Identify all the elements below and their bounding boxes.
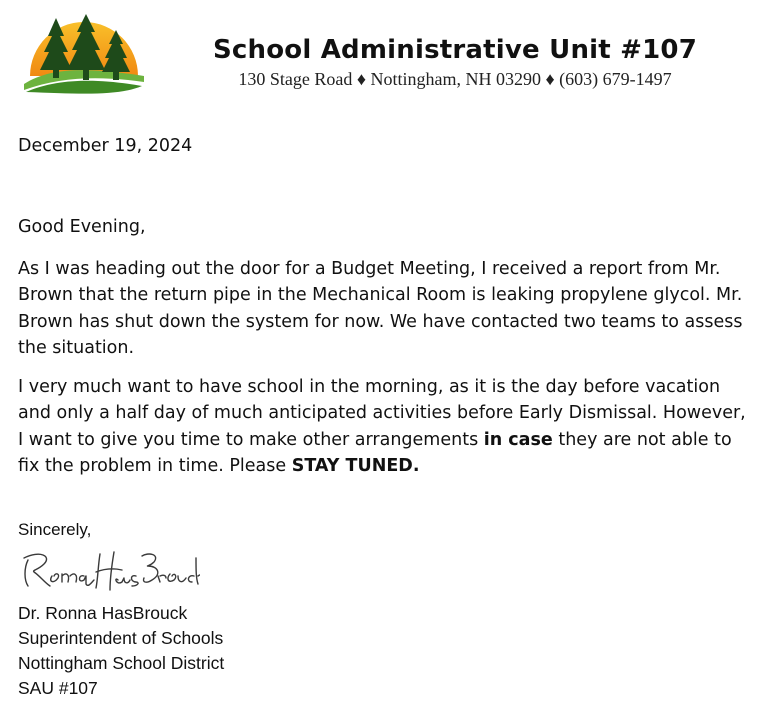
letter-date: December 19, 2024: [18, 136, 193, 156]
paragraph-1: As I was heading out the door for a Budget Meeting, I received a report from Mr. Brown that the return pipe in the Mechanical Room is leaking propylene glycol. Mr. Brown has shut down the system for now. We have contacted two teams to assess the situation.: [18, 259, 743, 358]
signer-name: Dr. Ronna HasBrouck: [18, 603, 188, 623]
organization-name: School Administrative Unit #107: [212, 35, 697, 65]
signer-unit: SAU #107: [18, 678, 98, 698]
emphasis-in-case: in case: [483, 429, 553, 450]
signature-block: [18, 601, 224, 701]
organization-address: 130 Stage Road ♦ Nottingham, NH 03290 ♦ (603) 679-1497: [238, 69, 672, 89]
pine-trees-logo-icon: [22, 10, 146, 98]
handwritten-signature: [18, 546, 200, 594]
greeting: Good Evening,: [18, 217, 146, 237]
signer-district: Nottingham School District: [18, 653, 225, 673]
signer-title: Superintendent of Schools: [18, 628, 224, 648]
paragraph-2-text-2: they are not able to fix the problem in time. Please: [18, 429, 732, 476]
emphasis-stay-tuned: STAY TUNED.: [291, 455, 420, 476]
paragraph-2-text-1: I very much want to have school in the morning, as it is the day before vacation and only a half day of much anticipated activities before Early Dismissal. However, I want to give you time to make other arrangements: [18, 377, 746, 450]
closing: Sincerely,: [18, 520, 92, 539]
paragraph-2: [18, 374, 753, 479]
letterhead: [200, 34, 710, 90]
